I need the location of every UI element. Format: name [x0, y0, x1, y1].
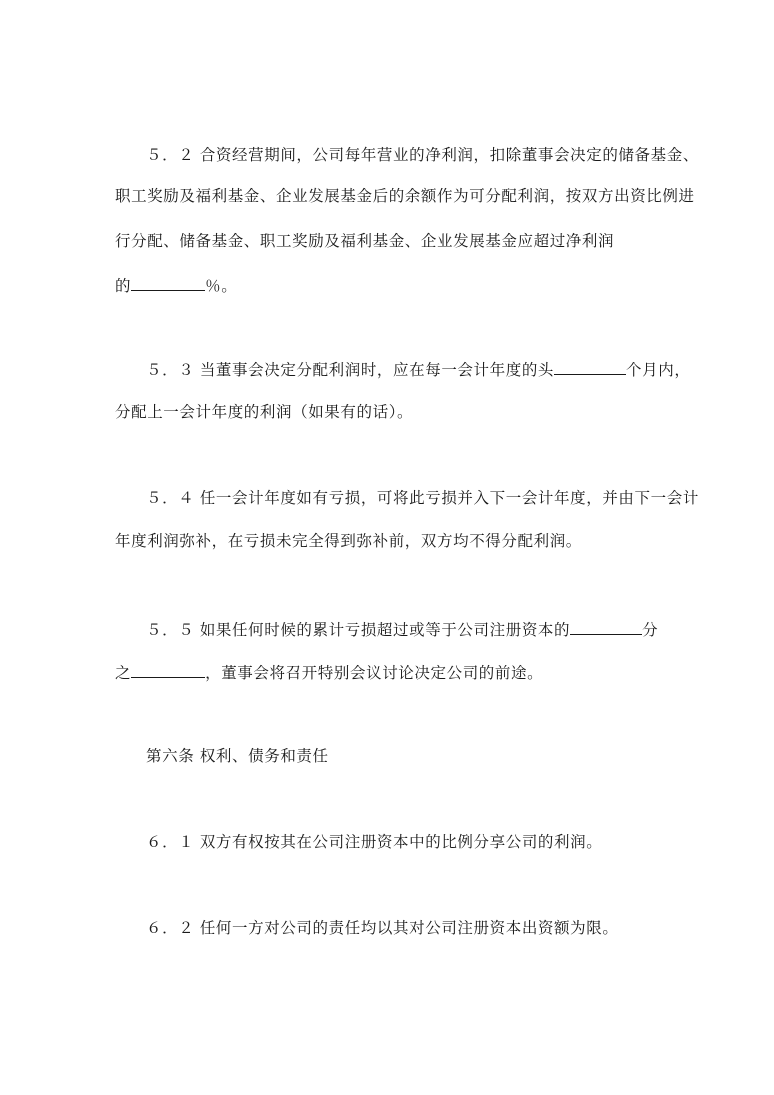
clause-5-5-line-1-prefix: ５．５ 如果任何时候的累计亏损超过或等于公司注册资本的	[146, 621, 571, 639]
clause-5-5-line-2-prefix: 之	[115, 664, 132, 682]
clause-6-1-line-1: ６．１ 双方有权按其在公司注册资本中的比例分享公司的利润。	[146, 833, 603, 851]
clause-5-5-line-2-suffix: ，董事会将召开特别会议讨论决定公司的前途。	[205, 664, 544, 682]
clause-5-2-line-1: ５．２ 合资经营期间，公司每年营业的净利润，扣除董事会决定的储备基金、	[146, 146, 699, 164]
clause-5-2-line-4	[115, 274, 237, 296]
months-blank[interactable]	[554, 358, 626, 375]
article-6-heading: 第六条 权利、债务和责任	[146, 747, 329, 765]
clause-5-4-line-1: ５．４ 任一会计年度如有亏损，可将此亏损并入下一会计年度，并由下一会计	[146, 489, 699, 507]
fraction-numerator-blank[interactable]	[131, 661, 205, 678]
clause-6-2-line-1: ６．２ 任何一方对公司的责任均以其对公司注册资本出资额为限。	[146, 919, 619, 937]
clause-5-2-line-2: 职工奖励及福利基金、企业发展基金后的余额作为可分配利润，按双方出资比例进	[115, 187, 695, 205]
clause-5-3-line-1-prefix: ５．３ 当董事会决定分配利润时，应在每一会计年度的头	[146, 361, 555, 379]
clause-5-5-line-2	[115, 661, 543, 683]
clause-5-3-line-2: 分配上一会计年度的利润（如果有的话）。	[115, 403, 414, 421]
fraction-denominator-blank[interactable]	[570, 618, 642, 635]
clause-5-2-line-3: 行分配、储备基金、职工奖励及福利基金、企业发展基金应超过净利润	[115, 232, 615, 250]
clause-5-5-line-1	[146, 618, 658, 640]
percentage-blank[interactable]	[131, 274, 205, 291]
clause-5-4-line-2: 年度利润弥补，在亏损未完全得到弥补前，双方均不得分配利润。	[115, 532, 582, 550]
clause-5-2-line-4-suffix: ％。	[205, 277, 238, 295]
clause-5-3-line-1-suffix: 个月内，	[626, 361, 691, 379]
clause-5-2-line-4-prefix: 的	[115, 277, 132, 295]
clause-5-5-line-1-suffix: 分	[642, 621, 659, 639]
clause-5-3-line-1	[146, 358, 690, 380]
